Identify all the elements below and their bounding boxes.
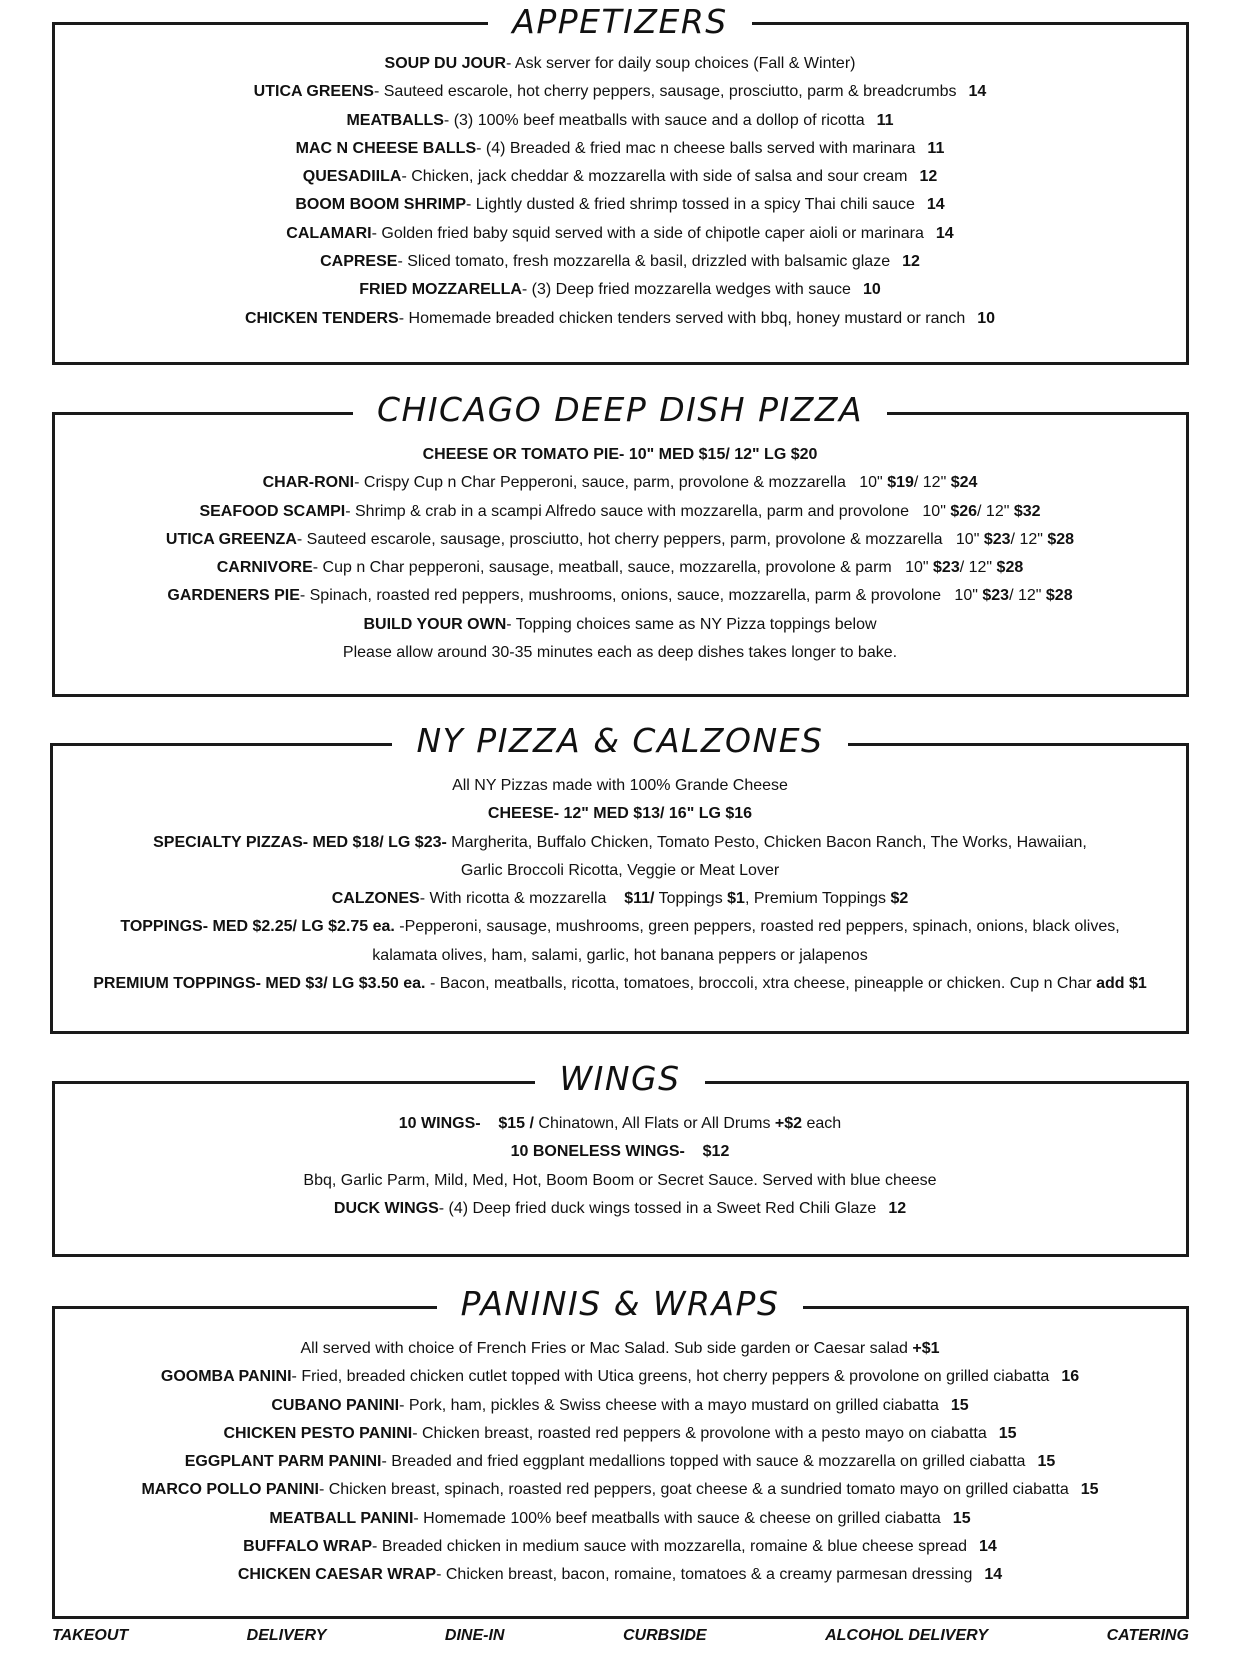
appetizers-list [0, 50, 1240, 333]
appetizers-title: APPETIZERS [0, 2, 1240, 42]
paninis-intro: All served with choice of French Fries or Mac Salad. Sub side garden or Caesar salad +$1 [300, 1340, 940, 1357]
menu-item: GOOMBA PANINI- Fried, breaded chicken cutlet topped with Utica greens, hot cherry peppers & provolone on grilled ciabatta 16 [160, 1368, 1080, 1386]
menu-item: SEAFOOD SCAMPI- Shrimp & crab in a scampi Alfredo sauce with mozzarella, parm and provolone 10" $26/ 12" $32 [199, 502, 1041, 520]
menu-item: MAC N CHEESE BALLS- (4) Breaded & fried mac n cheese balls served with marinara 11 [295, 139, 945, 157]
ny-pizza-title: NY PIZZA & CALZONES [0, 721, 1240, 761]
menu-item: BUFFALO WRAP- Breaded chicken in medium sauce with mozzarella, romaine & blue cheese spread 14 [243, 1538, 997, 1556]
menu-item: CHICKEN CAESAR WRAP- Chicken breast, bacon, romaine, tomatoes & a creamy parmesan dressing 14 [237, 1566, 1003, 1584]
deep-dish-title: CHICAGO DEEP DISH PIZZA [0, 390, 1240, 430]
menu-item: 10 BONELESS WINGS- $12 [510, 1143, 730, 1161]
menu-item: CARNIVORE- Cup n Char pepperoni, sausage, meatball, sauce, mozzarella, provolone & parm 10" $23/ 12" $28 [216, 559, 1024, 577]
menu-item: SOUP DU JOUR- Ask server for daily soup choices (Fall & Winter) [384, 55, 856, 72]
service-curbside: CURBSIDE [622, 1627, 707, 1644]
service-catering: CATERING [1106, 1627, 1189, 1644]
menu-item: QUESADIILA- Chicken, jack cheddar & mozzarella with side of salsa and sour cream 12 [302, 168, 938, 186]
service-takeout: TAKEOUT [52, 1627, 129, 1644]
menu-item: CHAR-RONI- Crispy Cup n Char Pepperoni, sauce, parm, provolone & mozzarella 10" $19/ 12" $24 [262, 474, 978, 492]
menu-item-continued: kalamata olives, ham, salami, garlic, hot banana peppers or jalapenos [372, 946, 868, 964]
menu-item: CALAMARI- Golden fried baby squid served with a side of chipotle caper aioli or marinara 14 [286, 224, 954, 242]
menu-item: CHEESE- 12" MED $13/ 16" LG $16 [487, 805, 753, 823]
menu-item: CHICKEN PESTO PANINI- Chicken breast, roasted red peppers & provolone with a pesto mayo on ciabatta 15 [223, 1424, 1017, 1442]
menu-item: FRIED MOZZARELLA- (3) Deep fried mozzarella wedges with sauce 10 [359, 281, 881, 299]
menu-item: DUCK WINGS- (4) Deep fried duck wings tossed in a Sweet Red Chili Glaze 12 [333, 1199, 907, 1217]
menu-item: CALZONES- With ricotta & mozzarella $11/ Toppings $1, Premium Toppings $2 [331, 890, 909, 908]
menu-item: CAPRESE- Sliced tomato, fresh mozzarella & basil, drizzled with balsamic glaze 12 [320, 253, 920, 271]
menu-item: BUILD YOUR OWN- Topping choices same as NY Pizza toppings below [363, 615, 877, 633]
menu-item: MEATBALLS- (3) 100% beef meatballs with sauce and a dollop of ricotta 11 [346, 111, 894, 129]
wings-sauces: Bbq, Garlic Parm, Mild, Med, Hot, Boom Boom or Secret Sauce. Served with blue cheese [303, 1171, 937, 1189]
ny-pizza-list [0, 772, 1240, 998]
menu-item: CHICKEN TENDERS- Homemade breaded chicken tenders served with bbq, honey mustard or ranch 10 [244, 309, 996, 327]
menu-item: CUBANO PANINI- Pork, ham, pickles & Swiss cheese with a mayo mustard on grilled ciabatta 15 [271, 1396, 969, 1414]
service-dine-in: DINE-IN [444, 1627, 505, 1644]
menu-item-continued: Garlic Broccoli Ricotta, Veggie or Meat Lover [460, 861, 780, 879]
ny-pizza-intro: All NY Pizzas made with 100% Grande Cheese [452, 777, 788, 794]
service-delivery: DELIVERY [246, 1627, 327, 1644]
menu-item: BOOM BOOM SHRIMP- Lightly dusted & fried shrimp tossed in a spicy Thai chili sauce 14 [295, 196, 945, 214]
service-options-bar [52, 1622, 1189, 1650]
deep-dish-list [0, 441, 1240, 667]
service-alcohol-delivery: ALCOHOL DELIVERY [825, 1627, 989, 1644]
menu-item: SPECIALTY PIZZAS- MED $18/ LG $23- Margherita, Buffalo Chicken, Tomato Pesto, Chicken Bacon Ranch, The Works, Hawaiian, [153, 833, 1087, 851]
paninis-title: PANINIS & WRAPS [0, 1284, 1240, 1324]
wings-title: WINGS [0, 1059, 1240, 1099]
menu-item: CHEESE OR TOMATO PIE- 10" MED $15/ 12" LG $20 [422, 446, 818, 463]
paninis-list [0, 1335, 1240, 1590]
menu-item: UTICA GREENZA- Sauteed escarole, sausage, prosciutto, hot cherry peppers, parm, provolone & mozzarella 10" $23/ 12" $28 [165, 530, 1075, 548]
wings-list [0, 1110, 1240, 1223]
menu-item: MEATBALL PANINI- Homemade 100% beef meatballs with sauce & cheese on grilled ciabatta 15 [269, 1509, 971, 1527]
menu-item: PREMIUM TOPPINGS- MED $3/ LG $3.50 ea. - Bacon, meatballs, ricotta, tomatoes, broccoli, xtra cheese, pineapple or chicken. Cup n Char add $1 [93, 975, 1147, 993]
menu-item: TOPPINGS- MED $2.25/ LG $2.75 ea. -Pepperoni, sausage, mushrooms, green peppers, roasted red peppers, spinach, onions, black olives, [120, 918, 1120, 936]
menu-item: UTICA GREENS- Sauteed escarole, hot cherry peppers, sausage, prosciutto, parm & breadcrumbs 14 [253, 83, 987, 101]
menu-item: 10 WINGS- $15 / Chinatown, All Flats or All Drums +$2 each [398, 1115, 842, 1132]
menu-item: MARCO POLLO PANINI- Chicken breast, spinach, roasted red peppers, goat cheese & a sundried tomato mayo on grilled ciabatta 15 [141, 1481, 1099, 1499]
menu-item: GARDENERS PIE- Spinach, roasted red peppers, mushrooms, onions, sauce, mozzarella, parm & provolone 10" $23/ 12" $28 [167, 587, 1073, 605]
deep-dish-note: Please allow around 30-35 minutes each as deep dishes takes longer to bake. [342, 644, 898, 662]
menu-item: EGGPLANT PARM PANINI- Breaded and fried eggplant medallions topped with sauce & mozzarella on grilled ciabatta 15 [184, 1453, 1056, 1471]
